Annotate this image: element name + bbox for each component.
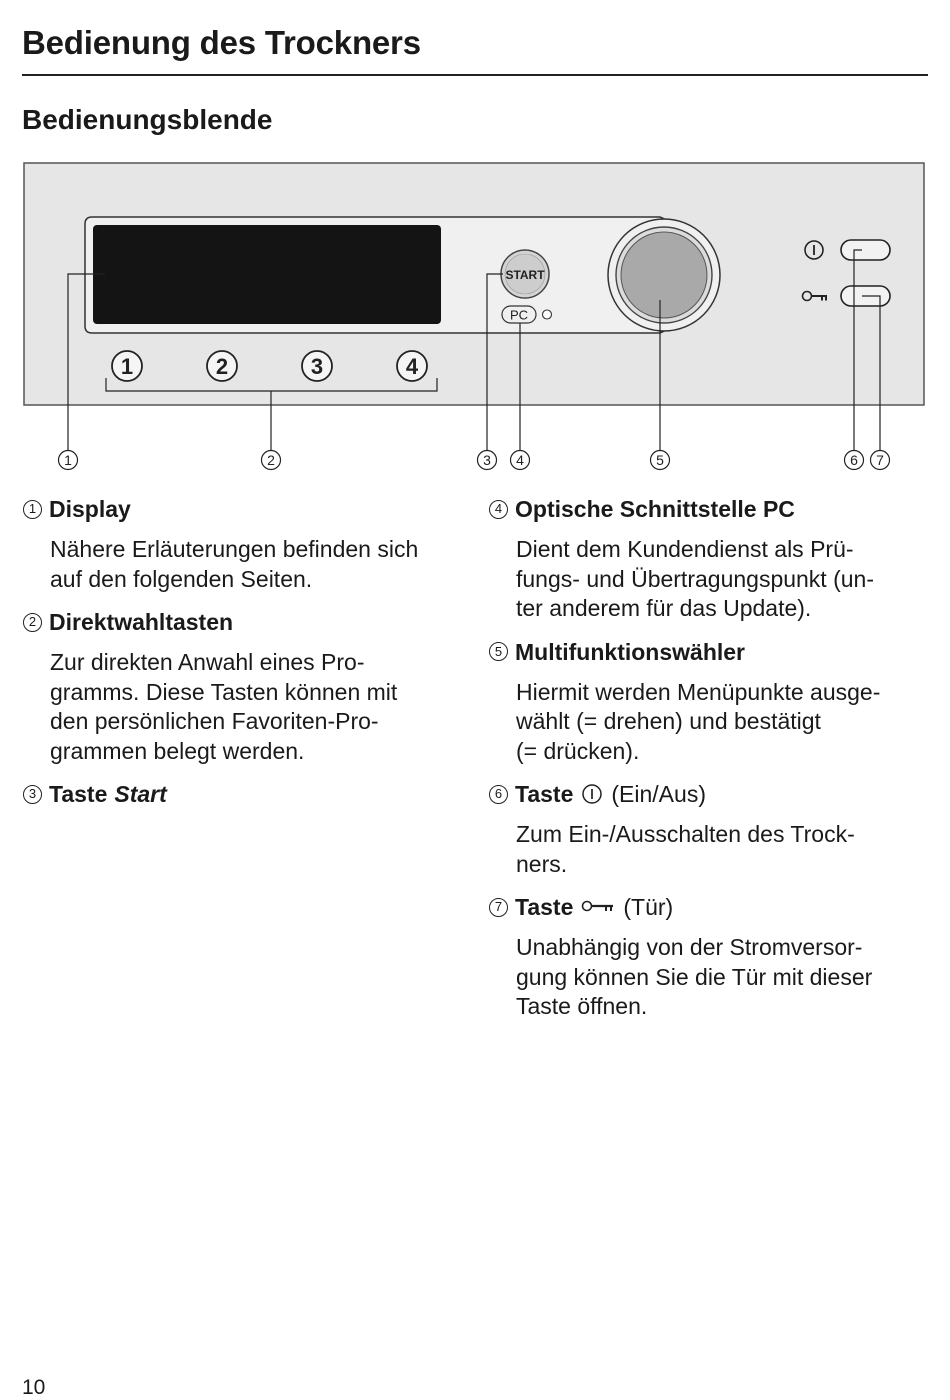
callout-5 [651,451,670,470]
start-button-label: START [505,268,545,282]
direct-button-2 [207,351,237,381]
item-text: Zum Ein-/Ausschalten des Trock- ners. [516,821,855,877]
power-button [841,240,890,260]
direct-button-1 [112,351,142,381]
svg-text:4: 4 [405,354,419,379]
callout-6 [845,451,864,470]
direct-button-3 [302,351,332,381]
page-title: Bedienung des Trockners [22,24,421,61]
key-icon [581,900,615,914]
item-title: Direktwahltasten [49,609,234,635]
svg-text:4: 4 [516,452,524,468]
item-title: Taste [49,781,108,807]
item-number: 2 [23,613,42,632]
pc-label: PC [509,307,529,323]
power-icon [581,783,603,805]
item-title-suffix: (Tür) [623,894,674,920]
callout-7 [871,451,890,470]
item-pc-interface [488,493,928,624]
svg-text:2: 2 [267,452,275,468]
svg-text:2: 2 [215,354,229,379]
multifunction-selector [621,232,707,318]
pc-led [543,310,552,319]
item-text: Unabhängig von der Stromversor- gung können Sie die Tür mit dieser Taste öffnen. [516,934,873,1019]
item-title: Multifunktionswähler [515,638,745,665]
callout-3 [478,451,497,470]
title-divider [22,74,928,76]
item-title: Display [49,496,131,522]
item-number: 6 [489,785,508,804]
item-title-suffix: (Ein/Aus) [611,781,706,807]
page-number: 10 [22,1376,46,1399]
item-multifunction-selector [488,636,928,767]
item-number: 1 [23,500,42,519]
svg-text:7: 7 [876,452,884,468]
item-number: 7 [489,898,508,917]
item-number: 5 [489,642,508,661]
item-power-button [488,778,928,879]
callout-2 [262,451,281,470]
svg-text:1: 1 [120,354,134,379]
item-title: Taste [515,781,574,807]
control-panel-diagram [0,150,950,480]
callout-1 [59,451,78,470]
svg-text:5: 5 [656,452,664,468]
item-start-button [22,778,462,810]
item-display [22,493,462,594]
item-direct-buttons [22,606,462,766]
direct-button-4 [397,351,427,381]
item-text: Dient dem Kundendienst als Prü- fungs- und Übertragungspunkt (un- ter anderem für das Update). [516,536,874,621]
section-title: Bedienungsblende [22,104,273,135]
item-text: Hiermit werden Menüpunkte ausge- wählt (= drehen) und bestätigt (= drücken). [516,678,881,764]
description-column-left [22,493,462,810]
callout-4 [511,451,530,470]
item-title-italic: Start [114,781,167,807]
svg-text:6: 6 [850,452,858,468]
item-title: Optische Schnittstelle PC [515,496,795,522]
item-title: Taste [515,894,574,920]
item-door-button [488,891,928,1022]
item-text: Nähere Erläuterungen befinden sich auf den folgenden Seiten. [50,536,419,592]
description-column-right [488,493,928,1034]
item-number: 3 [23,785,42,804]
item-number: 4 [489,500,508,519]
item-text: Zur direkten Anwahl eines Pro- gramms. Diese Tasten können mit den persönlichen Favoriten-Pro- grammen belegt werden. [50,649,398,764]
svg-text:1: 1 [64,452,72,468]
svg-text:3: 3 [483,452,491,468]
svg-text:3: 3 [310,354,324,379]
display-screen [93,225,441,324]
